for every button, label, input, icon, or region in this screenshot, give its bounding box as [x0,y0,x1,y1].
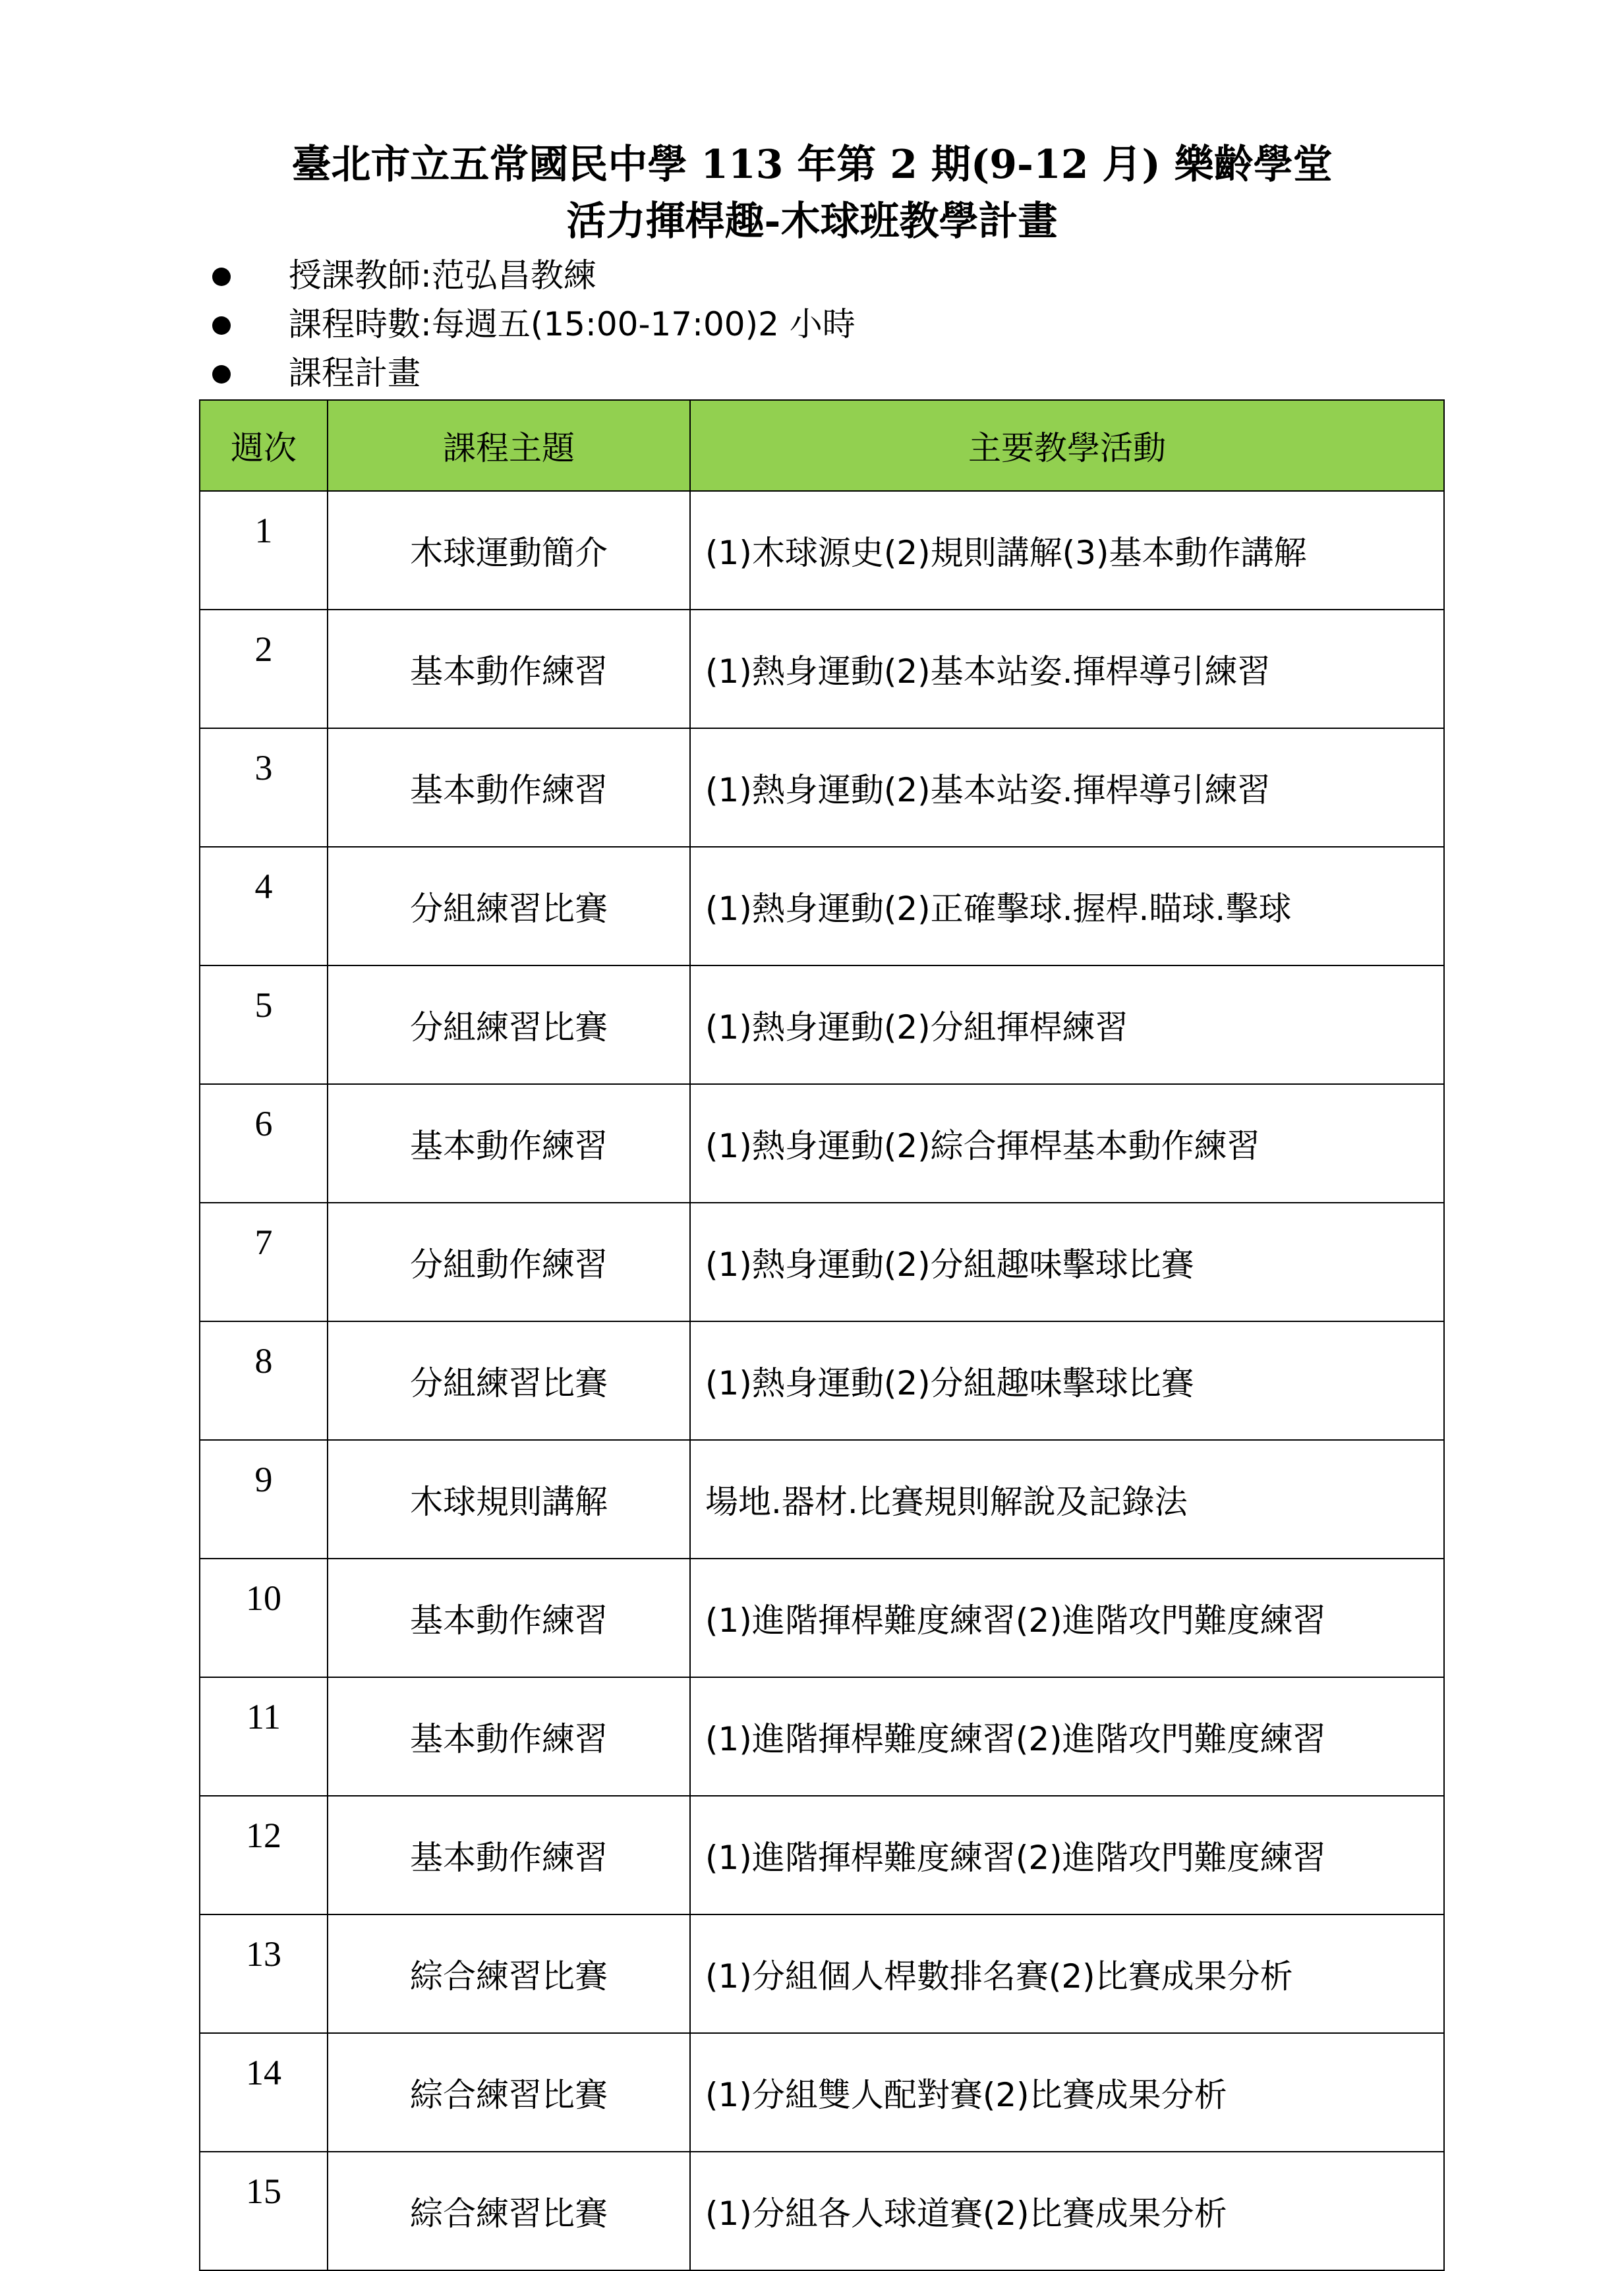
page-title: 臺北市立五常國民中學 113 年第 2 期(9-12 月) 樂齡學堂 [291,142,1333,188]
table-row [200,1559,1444,1677]
topic-cell: 分組練習比賽 [328,847,690,965]
column-header-topic: 課程主題 [328,400,690,491]
week-cell: 3 [200,728,328,847]
table-row [200,1796,1444,1914]
activity-cell: (1)分組雙人配對賽(2)比賽成果分析 [690,2033,1444,2152]
activity-cell: (1)進階揮桿難度練習(2)進階攻門難度練習 [690,1677,1444,1796]
table-row [200,491,1444,610]
table-row [200,610,1444,728]
activity-cell: (1)進階揮桿難度練習(2)進階攻門難度練習 [690,1796,1444,1914]
activity-cell: (1)熱身運動(2)綜合揮桿基本動作練習 [690,1084,1444,1203]
topic-cell: 綜合練習比賽 [328,2152,690,2270]
topic-cell: 基本動作練習 [328,1084,690,1203]
info-text: 課程計畫 [289,354,420,392]
week-cell: 2 [200,610,328,728]
topic-cell: 分組練習比賽 [328,1321,690,1440]
topic-cell: 基本動作練習 [328,1796,690,1914]
table-row [200,1914,1444,2033]
table-row [200,1440,1444,1559]
activity-cell: (1)熱身運動(2)基本站姿.揮桿導引練習 [690,728,1444,847]
activity-cell: (1)進階揮桿難度練習(2)進階攻門難度練習 [690,1559,1444,1677]
activity-cell: (1)分組個人桿數排名賽(2)比賽成果分析 [690,1914,1444,2033]
activity-cell: (1)分組各人球道賽(2)比賽成果分析 [690,2152,1444,2270]
table-row [200,1203,1444,1321]
week-cell: 14 [200,2033,328,2152]
table-row [200,728,1444,847]
topic-cell: 分組練習比賽 [328,965,690,1084]
week-cell: 11 [200,1677,328,1796]
week-cell: 7 [200,1203,328,1321]
topic-cell: 分組動作練習 [328,1203,690,1321]
info-text: 課程時數:每週五(15:00-17:00)2 小時 [289,305,856,343]
topic-cell: 基本動作練習 [328,610,690,728]
table-row [200,1677,1444,1796]
topic-cell: 基本動作練習 [328,728,690,847]
column-header-week: 週次 [200,400,328,491]
week-cell: 15 [200,2152,328,2270]
week-cell: 6 [200,1084,328,1203]
activity-cell: 場地.器材.比賽規則解說及記錄法 [690,1440,1444,1559]
table-row [200,1084,1444,1203]
bullet-icon [212,365,231,384]
table-row [200,847,1444,965]
page-subtitle: 活力揮桿趣-木球班教學計畫 [566,198,1058,244]
topic-cell: 木球規則講解 [328,1440,690,1559]
week-cell: 10 [200,1559,328,1677]
week-cell: 5 [200,965,328,1084]
topic-cell: 綜合練習比賽 [328,2033,690,2152]
table-body [200,491,1444,2270]
table-row [200,2152,1444,2270]
table-header-row [200,400,1444,491]
topic-cell: 基本動作練習 [328,1559,690,1677]
week-cell: 13 [200,1914,328,2033]
activity-cell: (1)熱身運動(2)正確擊球.握桿.瞄球.擊球 [690,847,1444,965]
table-row [200,1321,1444,1440]
topic-cell: 綜合練習比賽 [328,1914,690,2033]
activity-cell: (1)木球源史(2)規則講解(3)基本動作講解 [690,491,1444,610]
week-cell: 1 [200,491,328,610]
info-text: 授課教師:范弘昌教練 [289,256,596,295]
activity-cell: (1)熱身運動(2)分組揮桿練習 [690,965,1444,1084]
course-plan-table [199,399,1445,2271]
activity-cell: (1)熱身運動(2)分組趣味擊球比賽 [690,1203,1444,1321]
bullet-icon [212,316,231,335]
week-cell: 4 [200,847,328,965]
week-cell: 8 [200,1321,328,1440]
table-row [200,965,1444,1084]
topic-cell: 基本動作練習 [328,1677,690,1796]
activity-cell: (1)熱身運動(2)基本站姿.揮桿導引練習 [690,610,1444,728]
bullet-icon [212,268,231,286]
week-cell: 9 [200,1440,328,1559]
column-header-activity: 主要教學活動 [690,400,1444,491]
table-row [200,2033,1444,2152]
topic-cell: 木球運動簡介 [328,491,690,610]
activity-cell: (1)熱身運動(2)分組趣味擊球比賽 [690,1321,1444,1440]
week-cell: 12 [200,1796,328,1914]
